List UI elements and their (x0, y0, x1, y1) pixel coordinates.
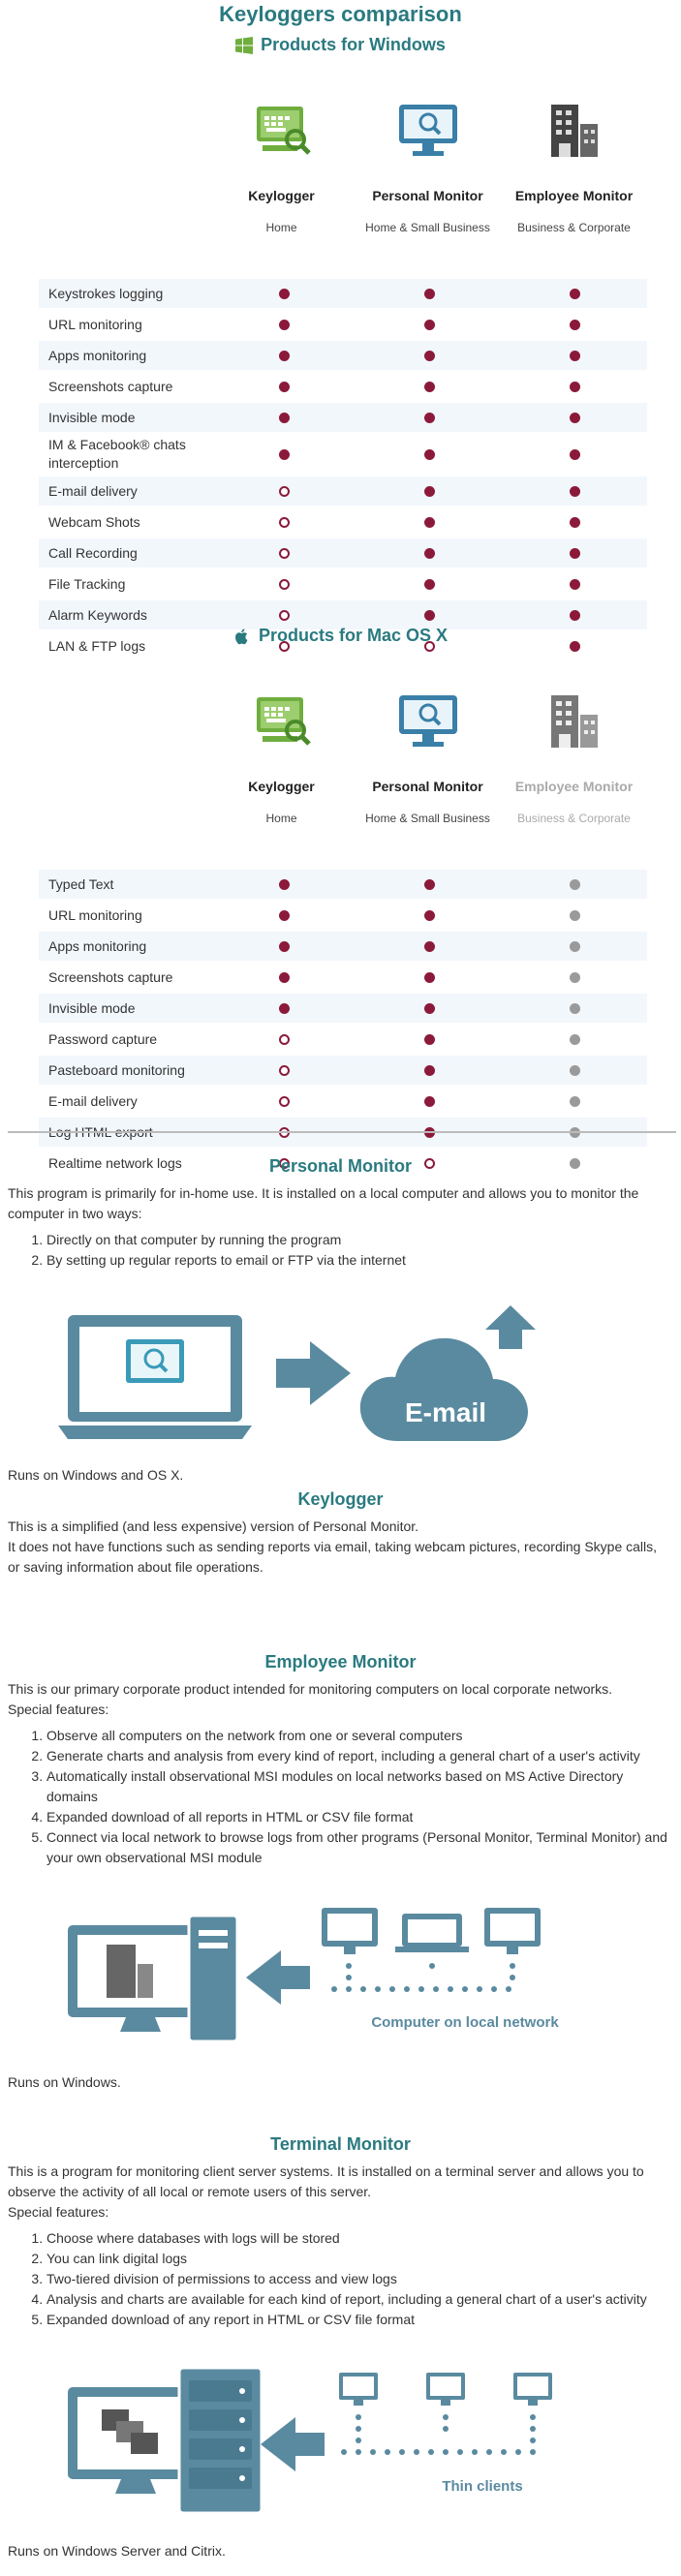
feature-dot (570, 320, 580, 330)
features-label: Special features: (8, 2204, 109, 2220)
mac-product-employee-monitor (501, 670, 647, 869)
network-dots (341, 2414, 536, 2455)
feature-dot (279, 351, 290, 361)
feature-dot (424, 320, 435, 330)
table-row (39, 569, 647, 600)
terminal-monitor-intro: This is a program for monitoring client server systems. It is installed on a terminal server and allows you to observe the activity of all local or remote users of this server. (8, 2163, 644, 2199)
feature-dot (424, 1034, 435, 1045)
feature-label: Webcam Shots (48, 513, 140, 530)
table-row (39, 507, 647, 538)
feature-dot (424, 1003, 435, 1014)
list-item: 4. Expanded download of all reports in HTML or CSV file format (46, 1807, 671, 1827)
feature-label: Screenshots capture (48, 968, 173, 985)
feature-label: Invisible mode (48, 409, 136, 425)
feature-label: URL monitoring (48, 906, 142, 923)
list-item: 2. You can link digital logs (46, 2249, 671, 2269)
feature-dot (424, 579, 435, 590)
feature-dot (279, 289, 290, 299)
mac-title-text: Products for Mac OS X (258, 626, 449, 645)
table-row (39, 1087, 647, 1118)
list-item: 1. Directly on that computer by running the program (46, 1230, 671, 1250)
table-row (39, 538, 647, 569)
feature-dot (570, 1065, 580, 1076)
feature-dot (570, 548, 580, 559)
mac-comparison-table (39, 670, 647, 1180)
personal-monitor-heading: Personal Monitor (268, 1156, 412, 1176)
feature-dot (570, 941, 580, 952)
feature-label: Realtime network logs (48, 1154, 182, 1171)
feature-dot (570, 610, 580, 621)
windows-product-employee-monitor[interactable] (501, 79, 647, 278)
arrow-left-icon (246, 1950, 310, 2005)
feature-label: LAN & FTP logs (48, 637, 146, 654)
features-label: Special features: (8, 1702, 109, 1717)
feature-label: Keystrokes logging (48, 285, 164, 301)
feature-dot (279, 548, 290, 559)
table-row (39, 1025, 647, 1056)
page-title: Keyloggers comparison (219, 2, 462, 26)
terminal-monitor-runs-on: Runs on Windows Server and Citrix. (8, 2543, 226, 2559)
list-item: 1. Observe all computers on the network from one or several computers (46, 1726, 671, 1746)
arrow-left-icon (261, 2417, 325, 2471)
keylogger-heading: Keylogger (297, 1489, 384, 1509)
feature-dot (570, 382, 580, 392)
feature-dot (279, 1034, 290, 1045)
employee-monitor-runs-on: Runs on Windows. (8, 2074, 121, 2090)
feature-dot (424, 941, 435, 952)
email-cloud-icon (360, 1305, 536, 1441)
table-row (39, 476, 647, 507)
personal-monitor-icon (397, 691, 459, 750)
feature-dot (279, 1096, 290, 1107)
section-divider (8, 1131, 676, 1133)
feature-label: Apps monitoring (48, 937, 147, 954)
feature-dot (279, 1065, 290, 1076)
mac-product-keylogger[interactable] (208, 670, 355, 869)
network-label: Computer on local network (371, 2014, 559, 2031)
feature-dot (279, 610, 290, 621)
product-name: Personal Monitor (372, 779, 483, 794)
feature-dot (424, 486, 435, 497)
keylogger-line1: This is a simplified (and less expensive) version of Personal Monitor. (8, 1518, 419, 1534)
feature-dot (424, 548, 435, 559)
feature-dot (570, 351, 580, 361)
personal-monitor-icon (397, 101, 459, 159)
table-row (39, 372, 647, 403)
mac-product-personal-monitor[interactable] (355, 670, 501, 869)
product-name: Employee Monitor (514, 188, 634, 203)
product-name: Personal Monitor (372, 188, 483, 203)
product-name: Employee Monitor (514, 779, 634, 794)
product-name: Keylogger (248, 188, 315, 203)
table-row (39, 994, 647, 1025)
feature-dot (570, 1003, 580, 1014)
feature-dot (424, 610, 435, 621)
keylogger-text (8, 1517, 671, 1578)
list-item: 2. Generate charts and analysis from every kind of report, including a general chart of a user's activity (46, 1746, 671, 1766)
table-row (39, 932, 647, 963)
feature-label: Pasteboard monitoring (48, 1061, 185, 1078)
table-row (39, 279, 647, 310)
feature-dot (424, 517, 435, 528)
list-item: 3. Two-tiered division of permissions to access and view logs (46, 2269, 671, 2289)
product-sub: Business & Corporate (517, 812, 631, 825)
feature-label: File Tracking (48, 575, 126, 592)
product-sub: Home (265, 221, 297, 234)
windows-title-text: Products for Windows (261, 35, 446, 54)
table-row (39, 1056, 647, 1087)
table-row (39, 901, 647, 932)
list-item: 4. Analysis and charts are available for each kind of report, including a general chart of a user's activity (46, 2289, 671, 2310)
windows-product-personal-monitor[interactable] (355, 79, 501, 278)
terminal-monitor-illustration (58, 2363, 601, 2518)
feature-dot (279, 910, 290, 921)
product-sub: Business & Corporate (517, 221, 631, 234)
list-item: 1. Choose where databases with logs will be stored (46, 2228, 671, 2249)
feature-dot (424, 910, 435, 921)
network-dots (331, 1963, 515, 1992)
terminal-monitor-list (8, 2228, 671, 2330)
thin-clients-label: Thin clients (442, 2478, 523, 2495)
feature-dot (424, 382, 435, 392)
feature-dot (279, 517, 290, 528)
product-sub: Home (265, 812, 297, 825)
terminal-server-icon (68, 2368, 262, 2513)
feature-label: URL monitoring (48, 316, 142, 332)
feature-dot (279, 449, 290, 460)
feature-dot (424, 413, 435, 423)
email-label: E-mail (404, 1397, 487, 1427)
personal-monitor-text (8, 1183, 671, 1271)
keylogger-icon (253, 691, 311, 750)
employee-monitor-icon (547, 691, 602, 750)
arrow-right-icon (276, 1341, 351, 1405)
list-item: 5. Expanded download of any report in HTML or CSV file format (46, 2310, 671, 2330)
feature-dot (570, 879, 580, 890)
feature-label: Alarm Keywords (48, 606, 147, 623)
feature-label: Password capture (48, 1030, 158, 1047)
employee-monitor-heading: Employee Monitor (264, 1652, 417, 1671)
feature-label: Log HTML export (48, 1123, 153, 1140)
feature-dot (424, 1096, 435, 1107)
list-item: 5. Connect via local network to browse logs from other programs (Personal Monitor, Terminal Monitor) and your own observational MSI module (46, 1827, 671, 1868)
feature-dot (279, 413, 290, 423)
feature-dot (279, 486, 290, 497)
table-row (39, 403, 647, 434)
feature-dot (570, 289, 580, 299)
feature-dot (279, 1003, 290, 1014)
windows-product-keylogger[interactable] (208, 79, 355, 278)
feature-dot (279, 972, 290, 983)
feature-label: Screenshots capture (48, 378, 173, 394)
product-sub: Home & Small Business (365, 221, 490, 234)
feature-dot (279, 382, 290, 392)
employee-monitor-list (8, 1726, 671, 1868)
feature-dot (570, 449, 580, 460)
feature-dot (570, 1096, 580, 1107)
feature-dot (570, 579, 580, 590)
windows-comparison-table (39, 79, 647, 662)
employee-monitor-intro: This is our primary corporate product intended for monitoring computers on local corporate networks. (8, 1681, 613, 1697)
list-item: 2. By setting up regular reports to email or FTP via the internet (46, 1250, 671, 1271)
feature-label: IM & Facebook® chats interception (48, 437, 186, 471)
feature-dot (279, 879, 290, 890)
network-computers-icon (322, 1908, 541, 1954)
personal-monitor-runs-on: Runs on Windows and OS X. (8, 1467, 184, 1483)
feature-dot (424, 351, 435, 361)
server-computer-icon (68, 1916, 237, 2041)
table-row (39, 341, 647, 372)
personal-monitor-list (8, 1230, 671, 1271)
feature-label: Call Recording (48, 544, 138, 561)
feature-dot (424, 289, 435, 299)
apple-icon (233, 628, 251, 645)
feature-dot (570, 1034, 580, 1045)
employee-monitor-icon (547, 101, 602, 159)
table-row (39, 434, 647, 476)
feature-dot (424, 449, 435, 460)
feature-dot (279, 941, 290, 952)
terminal-monitor-text (8, 2162, 671, 2330)
feature-dot (424, 1065, 435, 1076)
windows-icon (235, 37, 253, 54)
personal-monitor-intro: This program is primarily for in-home use. It is installed on a local computer and allows you to monitor the computer in two ways: (8, 1185, 639, 1221)
feature-dot (279, 320, 290, 330)
feature-dot (570, 972, 580, 983)
keylogger-icon (253, 101, 311, 159)
employee-monitor-illustration (58, 1906, 601, 2051)
thin-clients-icon (339, 2373, 552, 2406)
feature-dot (279, 579, 290, 590)
employee-monitor-text (8, 1679, 671, 1868)
feature-label: E-mail delivery (48, 1092, 138, 1109)
feature-dot (424, 972, 435, 983)
list-item: 3. Automatically install observational MSI modules on local networks based on MS Active Directory domains (46, 1766, 671, 1807)
keylogger-line2: It does not have functions such as sending reports via email, taking webcam pictures, recording Skype calls, or saving information about file operations. (8, 1539, 658, 1575)
feature-dot (570, 517, 580, 528)
feature-label: Typed Text (48, 875, 114, 892)
feature-label: E-mail delivery (48, 482, 138, 499)
table-row (39, 870, 647, 901)
laptop-icon (58, 1315, 252, 1439)
personal-monitor-illustration (58, 1305, 581, 1451)
feature-label: Apps monitoring (48, 347, 147, 363)
feature-dot (570, 910, 580, 921)
feature-label: Invisible mode (48, 999, 136, 1016)
product-name: Keylogger (248, 779, 315, 794)
table-row (39, 963, 647, 994)
feature-dot (570, 486, 580, 497)
terminal-monitor-heading: Terminal Monitor (270, 2134, 411, 2154)
feature-dot (424, 879, 435, 890)
feature-dot (570, 413, 580, 423)
table-row (39, 310, 647, 341)
mac-section-title (0, 626, 681, 646)
table-row (39, 1118, 647, 1149)
windows-section-title (0, 35, 681, 55)
product-sub: Home & Small Business (365, 812, 490, 825)
